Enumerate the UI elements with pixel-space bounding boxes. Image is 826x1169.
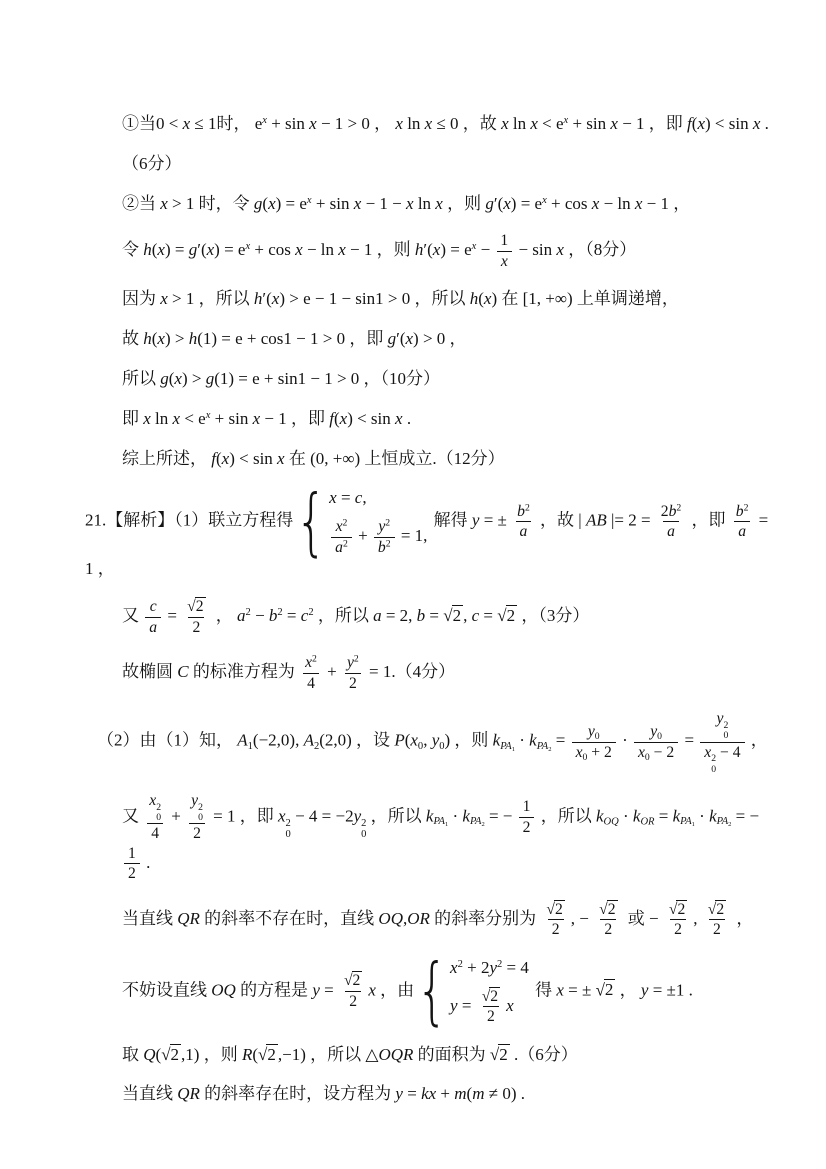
step-summary: 综上所述， f(x) < sin x 在 (0, +∞) 上恒成立.（12分） — [122, 448, 505, 468]
q21-part1-ellipse-equation: 故椭圆 C 的标准方程为 $\frac{x^2}{4}$ + $\frac{y^2}{2}$ = 1.（4分） — [122, 653, 456, 692]
equation-system: { x = c, $\frac{x^2}{a^2}$ + $\frac{y^2}{b^2}$ = 1, — [295, 478, 428, 564]
fraction: $\frac{y_0}{x_0 + 2}$ — [572, 722, 616, 762]
step-case2-def-g: ②当 x > 1 时，令 $g(x) = e^x + \sin x - 1 - x$ ln x ，则 $g'(x) = e^x + \cos x - \ln x - 1$ ， — [122, 193, 691, 213]
stacked-subsup: 2 0 — [361, 818, 367, 841]
fraction: $\frac{√2}{2}$ — [599, 900, 616, 939]
sqrt-radical: √2 — [668, 900, 686, 918]
fraction: $\frac{c}{a}$ — [145, 597, 161, 637]
q21-part1-system: 21.【解析】（1）联立方程得 { x = c, $\frac{x^2}{a^2}$ + $\frac{y^2}{b^2}$ = 1, 解得 y = ± $\frac{b^2}{a}$ ，故 | AB |= 2 = $\frac{2b^2}{a}$ ，即 $\frac{b^2}{a}$ = 1 ， — [85, 478, 769, 579]
q21-part2-slopes-product: （2）由（1）知， $A_1(-2,0)$, $A_2(2,0)$ ，设 $P(x_0$, $y_0$) ，则 $k_{PA_1} \cdot k_{PA_2}$ = $\frac{y_0}{x_0 + 2}$ · $\frac{y_0}{x_0 - 2}$ = y 2 0 x 2 0 − 4 ， — [97, 710, 768, 775]
fraction: $\frac{x^2}{a^2}$ — [331, 517, 352, 557]
fraction: $\frac{√2}{2}$ — [546, 900, 563, 939]
q21-part2-area: 取 Q(√2 ,1) ，则 R(√2 ,−1) ，所以 △OQR 的面积为 √2 .（6分） — [122, 1044, 578, 1064]
left-brace: { — [416, 947, 449, 1034]
fraction: $\frac{√2}{2}$ — [707, 900, 725, 939]
stacked-subsup: 2 0 — [711, 753, 717, 775]
fraction: y 2 0 x 2 0 − 4 — [700, 709, 744, 774]
fraction: $\frac{1}{2}$ — [124, 844, 140, 884]
fraction: $\frac{1}{x}$ — [496, 231, 512, 271]
fraction: $\frac{b^2}{a}$ — [735, 502, 749, 541]
step-h-monotone: 因为 x > 1 ，所以 h′(x) > e − 1 − sin1 > 0 ，所以 h(x) 在 [1, +∞) 上单调递增， — [122, 289, 679, 309]
fraction: $\frac{b^2}{a}$ — [517, 502, 530, 541]
q21-part2-line-oq: 不妨设直线 OQ 的方程是 y = $\frac{√2}{2}$ x ，由 { $x^2 + 2y^2 = 4$ y = $\frac{√2}{2}$ x 得 x = ± √2 ， y = ±1 . — [122, 947, 693, 1034]
step-g-positive: 所以 g(x) > g(1) = e + sin1 − 1 > 0 ，（10分） — [122, 369, 441, 389]
step-conclusion-inequality: 即 x $\ln x < e^x + \sin x - 1$ ，即 f(x) < sin x . — [122, 408, 412, 428]
sqrt-radical: √2 — [489, 1044, 508, 1064]
fraction: $\frac{y_0}{x_0 - 2}$ — [634, 722, 678, 762]
fraction: $\frac{√2}{2}$ — [668, 900, 686, 939]
q21-part2-slope-value: 又 x 2 0 4 + y 2 0 2 = 1 ，即 x 2 0 − 4 = −2y 2 0 ，所以 $k_{PA_1} \cdot k_{PA_2}$ = − $\frac{1}{2}$ ，所以 $k_{OQ} \cdot k_{OR} = k_{PA_1} \cdot k_{PA_2}$ = − $\frac{1}{2}$ . — [122, 791, 760, 883]
q21-part1-solve-abc: 又 $\frac{c}{a}$ = $\frac{√2}{2}$ ， $a^2 - b^2 = c^2$ ，所以 a = 2, b = √2 , c = √2 ，（3分） — [122, 598, 590, 636]
fraction: $\frac{y^2}{b^2}$ — [374, 517, 395, 557]
step-def-h: 令 $h(x) = g'(x) = e^x + \cos x - \ln x - 1$ ，则 $h'(x) = e^x$ − $\frac{1}{x}$ − sin x ，（8分） — [122, 232, 637, 270]
fraction: $\frac{1}{2}$ — [519, 797, 535, 837]
step-h-positive: 故 h(x) > h(1) = e + cos1 − 1 > 0 ，即 g′(x) > 0 ， — [122, 329, 467, 349]
sqrt-radical: √2 — [481, 987, 499, 1005]
score-mark-6: （6分） — [122, 153, 182, 173]
stacked-subsup: 2 0 — [198, 801, 203, 823]
sqrt-radical: √2 — [343, 972, 361, 990]
sqrt-radical: √2 — [707, 900, 725, 918]
fraction: $\frac{√2}{2}$ — [187, 598, 204, 636]
sqrt-radical: √2 — [258, 1044, 276, 1064]
fraction: $\frac{√2}{2}$ — [343, 972, 361, 1010]
fraction: $\frac{2b^2}{a}$ — [660, 502, 682, 541]
q21-part2-slope-exists-case: 当直线 QR 的斜率存在时，设方程为 y = kx + m(m ≠ 0) . — [122, 1084, 525, 1104]
sqrt-radical: √2 — [497, 606, 516, 626]
stacked-subsup: 2 0 — [156, 801, 162, 823]
fraction: $\frac{√2}{2}$ — [481, 987, 499, 1026]
sqrt-radical: √2 — [443, 606, 462, 626]
stacked-subsup: 2 0 — [285, 818, 291, 841]
sqrt-radical: √2 — [187, 598, 204, 616]
sqrt-radical: √2 — [161, 1044, 180, 1064]
left-brace: { — [295, 478, 328, 564]
sqrt-radical: √2 — [546, 900, 563, 918]
fraction: $\frac{x^2}{4}$ — [301, 653, 321, 693]
stacked-subsup: 2 0 — [723, 720, 729, 742]
sqrt-radical: √2 — [599, 900, 616, 918]
step-case1: ①当0 < x ≤ 1时， $e^x + \sin x - 1 > 0$ ， x ln x ≤ 0 ，故 x $\ln x < e^x + \sin x - 1$ ，即 f(x) < sin x . — [122, 114, 769, 133]
sqrt-radical: √2 — [595, 980, 614, 1000]
fraction: x 2 0 4 — [145, 791, 165, 844]
q21-part2-no-slope-case: 当直线 QR 的斜率不存在时，直线 OQ,OR 的斜率分别为 $\frac{√2}{2}$ , − $\frac{√2}{2}$ 或 − $\frac{√2}{2}$ , $\frac{√2}{2}$ ， — [122, 900, 754, 939]
equation-system: { $x^2 + 2y^2 = 4$ y = $\frac{√2}{2}$ x — [416, 947, 529, 1034]
fraction: y 2 0 2 — [187, 791, 207, 844]
fraction: $\frac{y^2}{2}$ — [343, 653, 363, 693]
